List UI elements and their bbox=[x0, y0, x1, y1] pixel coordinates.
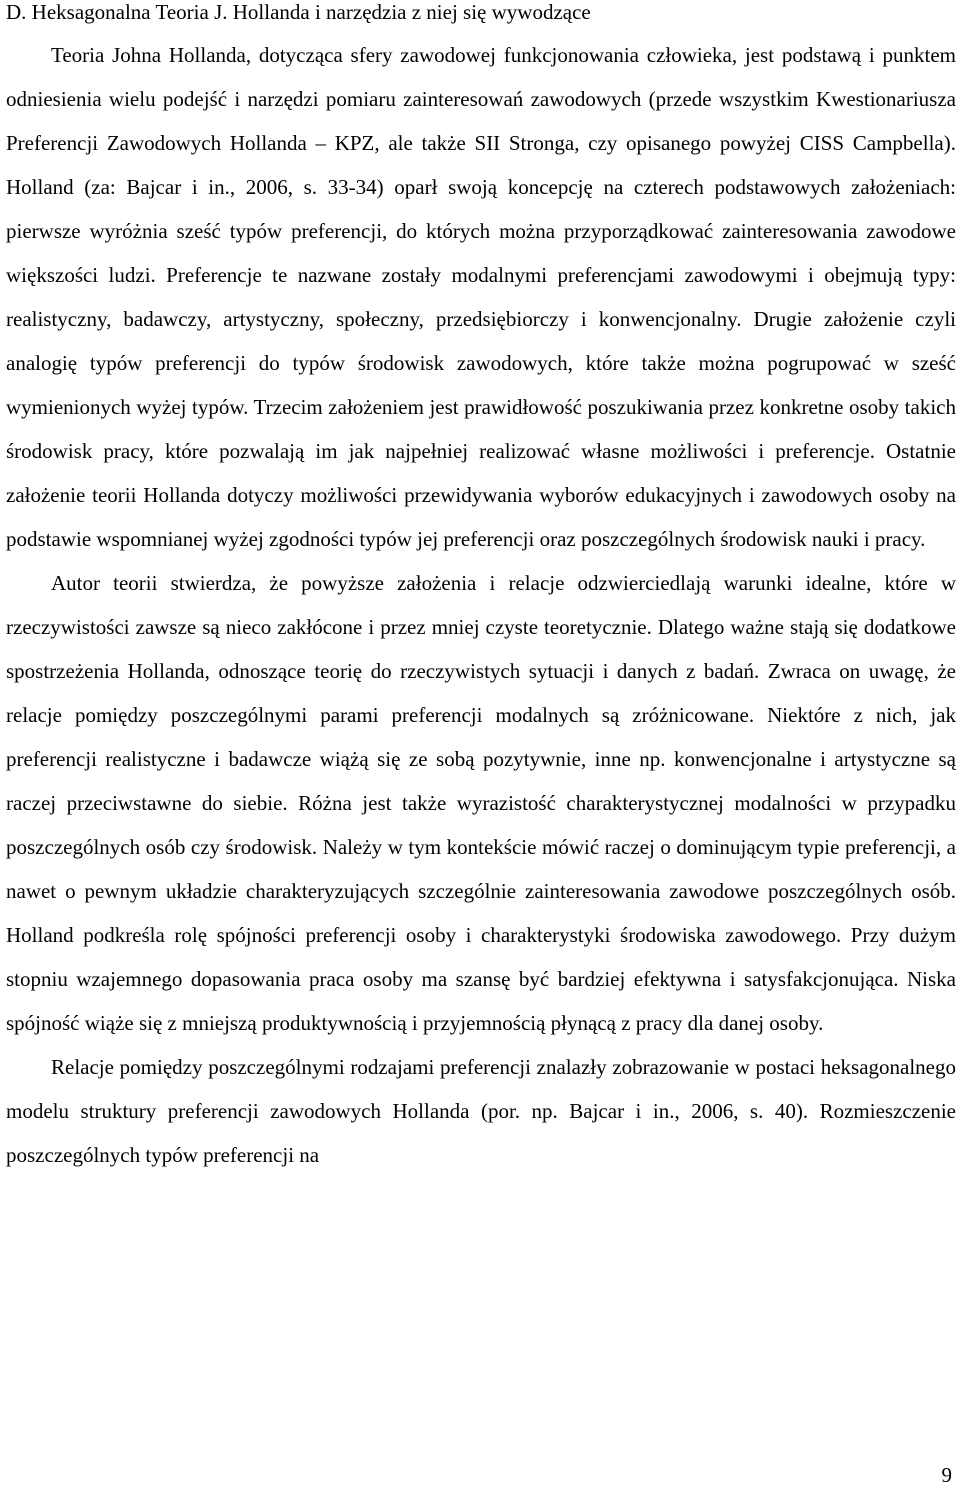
paragraph-2: Autor teorii stwierdza, że powyższe założenia i relacje odzwierciedlają warunki idealne, które w rzeczywistości zawsze są nieco zakłócone i przez mniej czyste teoretycznie. Dlatego ważne stają się dodatkowe spostrzeżenia Hollanda, odnoszące teorię do rzeczywistych sytuacji i danych z badań. Zwraca on uwagę, że relacje pomiędzy poszczególnymi parami preferencji modalnych są zróżnicowane. Niektóre z nich, jak preferencji realistyczne i badawcze wiążą się ze sobą pozytywnie, inne np. konwencjonalne i artystyczne są raczej przeciwstawne do siebie. Różna jest także wyrazistość charakterystycznej modalności w przypadku poszczególnych osób czy środowisk. Należy w tym kontekście mówić raczej o dominującym typie preferencji, a nawet o pewnym układzie charakteryzujących szczególnie zainteresowania zawodowe poszczególnych osób. Holland podkreśla rolę spójności preferencji osoby i charakterystyki środowiska zawodowego. Przy dużym stopniu wzajemnego dopasowania praca osoby ma szansę być bardziej efektywna i satysfakcjonująca. Niska spójność wiąże się z mniejszą produktywnością i przyjemnością płynącą z pracy dla danej osoby. bbox=[6, 571, 956, 1035]
section-heading: D. Heksagonalna Teoria J. Hollanda i narzędzia z niej się wywodzące bbox=[6, 0, 591, 24]
paragraph-1: Teoria Johna Hollanda, dotycząca sfery zawodowej funkcjonowania człowieka, jest podstawą i punktem odniesienia wielu podejść i narzędzi pomiaru zainteresowań zawodowych (przede wszystkim Kwestionariusza Preferencji Zawodowych Hollanda – KPZ, ale także SII Stronga, czy opisanego powyżej CISS Campbella). Holland (za: Bajcar i in., 2006, s. 33-34) oparł swoją koncepcję na czterech podstawowych założeniach: pierwsze wyróżnia sześć typów preferencji, do których można przyporządkować zainteresowania zawodowe większości ludzi. Preferencje te nazwane zostały modalnymi preferencjami zawodowymi i obejmują typy: realistyczny, badawczy, artystyczny, społeczny, przedsiębiorczy i konwencjonalny. Drugie założenie czyli analogię typów preferencji do typów środowisk zawodowych, które także można pogrupować w sześć wymienionych wyżej typów. Trzecim założeniem jest prawidłowość poszukiwania przez konkretne osoby takich środowisk pracy, które pozwalają im jak najpełniej realizować własne możliwości i preferencje. Ostatnie założenie teorii Hollanda dotyczy możliwości przewidywania wyborów edukacyjnych i zawodowych osoby na podstawie wspomnianej wyżej zgodności typów jej preferencji oraz poszczególnych środowisk nauki i pracy. bbox=[6, 43, 956, 551]
page-number: 9 bbox=[941, 1463, 952, 1487]
document-page bbox=[6, 0, 956, 1177]
paragraph-3: Relacje pomiędzy poszczególnymi rodzajami preferencji znalazły zobrazowanie w postaci heksagonalnego modelu struktury preferencji zawodowych Hollanda (por. np. Bajcar i in., 2006, s. 40). Rozmieszczenie poszczególnych typów preferencji na bbox=[6, 1055, 956, 1167]
